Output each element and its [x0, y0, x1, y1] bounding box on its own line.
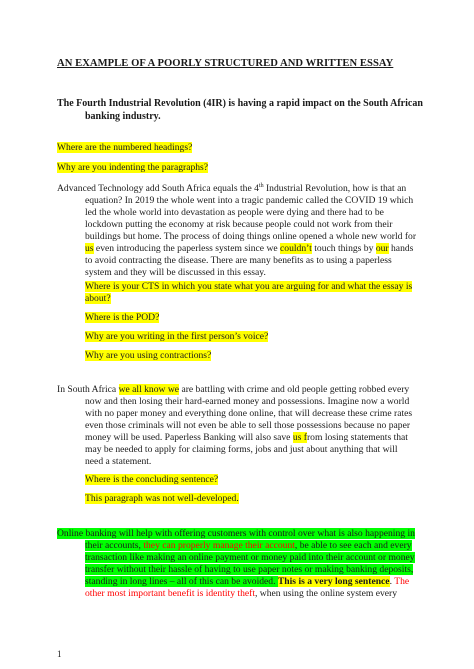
essay-heading-line-1: The Fourth Industrial Revolution (4IR) is having a rapid impact on the South African	[57, 98, 423, 109]
comment-indenting: Why are you indenting the paragraphs?	[57, 162, 209, 173]
p1-line-7: to avoid contracting the disease. There are many benefits as to using a paperless	[85, 255, 392, 266]
p1-line-4: lockdown putting the economy at risk because people could not work from their	[85, 219, 393, 230]
p2-line-6: may be needed to apply for claiming forms, jobs and just about anything that will	[85, 444, 398, 455]
p1-line-2: equation? In 2019 the whole went into a tragic pandemic called the COVID 19 which	[85, 195, 414, 206]
comment-cts-line-1: Where is your CTS in which you state what you are arguing for and what the essay is	[85, 281, 413, 292]
p1-line-3: led the whole world into devastation as people were dying and there had to be	[85, 207, 384, 218]
comment-first-person: Why are you writing in the first person’s voice?	[85, 331, 269, 342]
p2-line-5: money will be used. Paperless Banking will also save us from losing statements that	[85, 432, 408, 443]
p1-line-6: us even introducing the paperless system since we couldn’t touch things by our hands	[85, 243, 414, 254]
p3-line-3: transaction like making an online payment or money paid into their account or money	[85, 552, 415, 563]
page-number: 1	[57, 649, 62, 659]
p3-line-5: standing in long lines – all of this can be avoided. This is a very long sentence. The	[85, 576, 410, 587]
p2-line-7: need a statement.	[85, 456, 152, 467]
p1-line-1: Advanced Technology add South Africa equals the 4th Industrial Revolution, how is that an	[57, 182, 407, 194]
comment-not-developed: This paragraph was not well-developed.	[85, 493, 239, 504]
p1-line-8: system and they will be discussed in this essay.	[85, 267, 266, 278]
comment-numbered-headings: Where are the numbered headings?	[57, 142, 193, 153]
p3-line-6: other most important benefit is identity theft, when using the online system every	[85, 588, 398, 599]
p2-line-4: even those criminals will not even be able to sell those possessions because no paper	[85, 420, 411, 431]
document-title: AN EXAMPLE OF A POORLY STRUCTURED AND WRITTEN ESSAY	[57, 58, 394, 69]
comment-cts-line-2: about?	[85, 293, 111, 304]
p3-line-1: Online banking will help with offering customers with control over what is also happening in	[57, 528, 415, 539]
p3-line-2: their accounts, they can properly manage their account, be able to see each and every	[85, 540, 412, 551]
p3-line-4: transfer without their hassle of having to use paper notes or making banking deposits,	[85, 564, 414, 575]
p2-line-2: now and then losing their hard-earned money and possessions. Imagine now a world	[85, 396, 410, 407]
p2-line-1: In South Africa we all know we are battling with crime and old people getting robbed every	[57, 384, 410, 395]
essay-heading-line-2: banking industry.	[85, 111, 161, 122]
comment-pod: Where is the POD?	[85, 312, 160, 323]
comment-concluding-sentence: Where is the concluding sentence?	[85, 474, 219, 485]
p2-line-3: with no paper money and everything done online, that will decrease these crime rates	[85, 408, 413, 419]
p1-line-5: buildings but home. The process of doing things online opened a whole new world for	[85, 231, 417, 242]
comment-contractions: Why are you using contractions?	[85, 350, 212, 361]
